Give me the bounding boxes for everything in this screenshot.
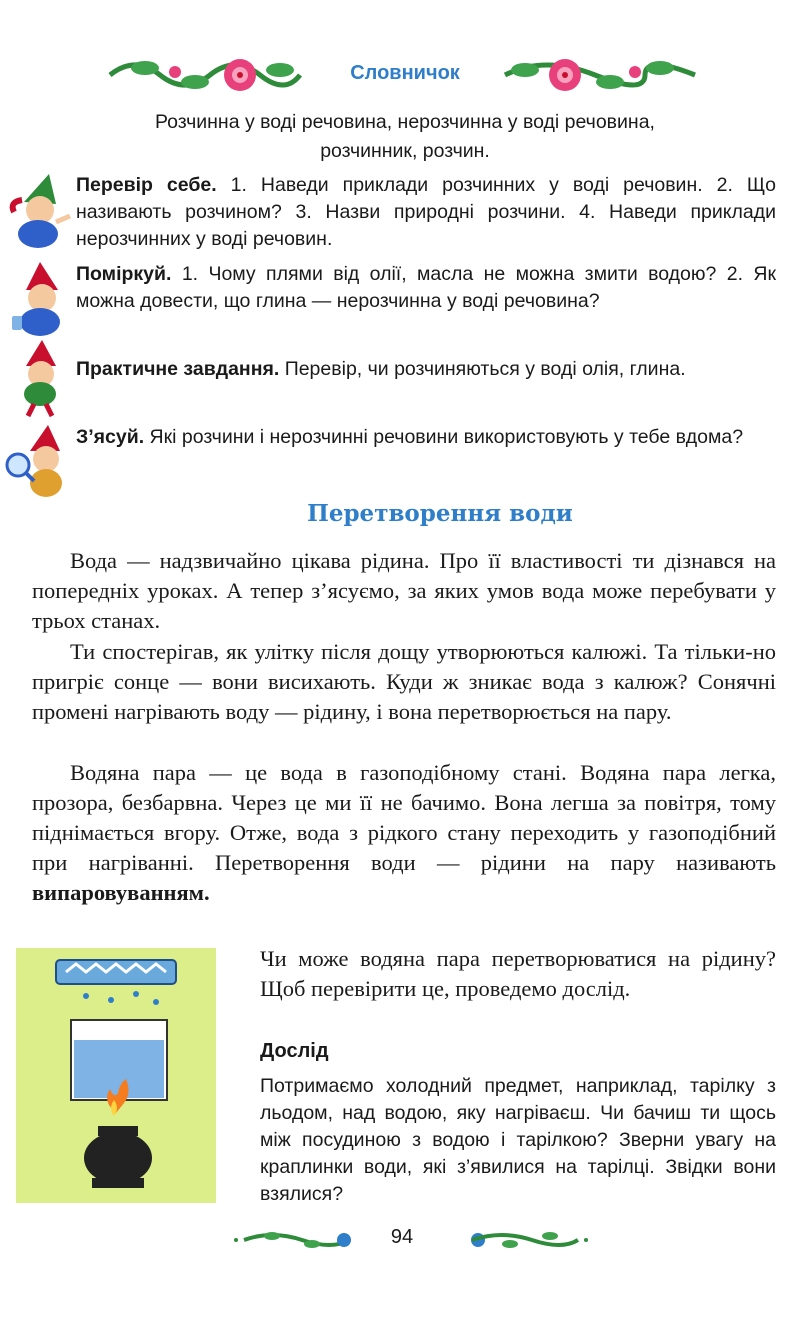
experiment-illustration xyxy=(16,948,216,1203)
vocabulary-terms xyxy=(60,108,750,166)
paragraph-2: Ти спостерігав, як улітку після дощу утворюються калюжі. Та тільки-но пригріє сонце — вони висихають. Куди ж зникає вода з калюж? Сонячні промені нагрівають воду — рідину, і вона перетворюється на пару. xyxy=(32,639,776,724)
task-label: Поміркуй. xyxy=(76,263,172,285)
gnome-magnifier-icon xyxy=(4,425,74,503)
task-label: Практичне завдання. xyxy=(76,358,280,380)
experiment-text: Потримаємо холодний предмет, наприклад, тарілку з льодом, над водою, яку нагріваєш. Чи бачиш ти щось між посудиною з водою і тарілкою? Зверни увагу на краплинки води, які з’явилися на тарілці. Звідки вони взялися? xyxy=(260,1075,776,1205)
paragraph-4: Чи може водяна пара перетворюватися на рідину? Щоб перевірити це, проведемо дослід. xyxy=(260,946,776,1001)
footer-right-ornament-icon xyxy=(462,1228,590,1252)
task-find-out xyxy=(76,424,776,451)
vocabulary-title: Словничок xyxy=(350,62,460,84)
task-text: Перевір, чи розчиняються у воді олія, глина. xyxy=(279,358,686,380)
task-text: Які розчини і нерозчинні речовини використовують у тебе вдома? xyxy=(144,426,744,448)
paragraph-3: Водяна пара — це вода в газоподібному стані. Водяна пара легка, прозора, безбарвна. Через це ми її не бачимо. Вона легша за повітря, тому піднімається вгору. Отже, вода з рідкого стану переходить у газоподібний при нагріванні. Перетворення води — рідини на пару називають випаровуванням. xyxy=(32,760,776,905)
section-title: Перетворення води xyxy=(307,500,573,527)
gnome-thinking-icon xyxy=(4,260,74,338)
task-practical xyxy=(76,356,776,383)
page-number: 94 xyxy=(390,1226,414,1248)
task-text: 1. Чому плями від олії, масла не можна змити водою? 2. Як можна довести, що глина — нерозчинна у воді речовина? xyxy=(76,263,776,312)
task-think xyxy=(76,261,776,315)
footer-left-ornament-icon xyxy=(232,1228,360,1252)
task-check-yourself xyxy=(76,172,776,253)
left-floral-ornament-icon xyxy=(105,50,305,100)
task-label: Перевір себе. xyxy=(76,174,217,196)
vocabulary-terms-line-1: Розчинна у воді речовина, нерозчинна у воді речовина, xyxy=(155,111,655,133)
term-evaporation: випаровуванням. xyxy=(32,880,210,905)
gnome-pointing-icon xyxy=(4,172,74,250)
paragraph-1: Вода — надзвичайно цікава рідина. Про її властивості ти дізнався на попередніх уроках. А тепер з’ясуємо, за яких умов вода може перебувати у трьох станах. xyxy=(32,548,776,633)
vocabulary-terms-line-2: розчинник, розчин. xyxy=(320,140,490,162)
right-floral-ornament-icon xyxy=(500,50,700,100)
task-text: 1. Наведи приклади розчинних у воді речовин. 2. Що називають розчином? 3. Назви природні розчини. 4. Наведи приклади нерозчинних у воді речовин. xyxy=(76,174,776,250)
gnome-walking-icon xyxy=(4,340,74,418)
experiment-title: Дослід xyxy=(260,1040,329,1062)
steam-condensation-icon xyxy=(16,948,216,1203)
task-label: З’ясуй. xyxy=(76,426,145,448)
